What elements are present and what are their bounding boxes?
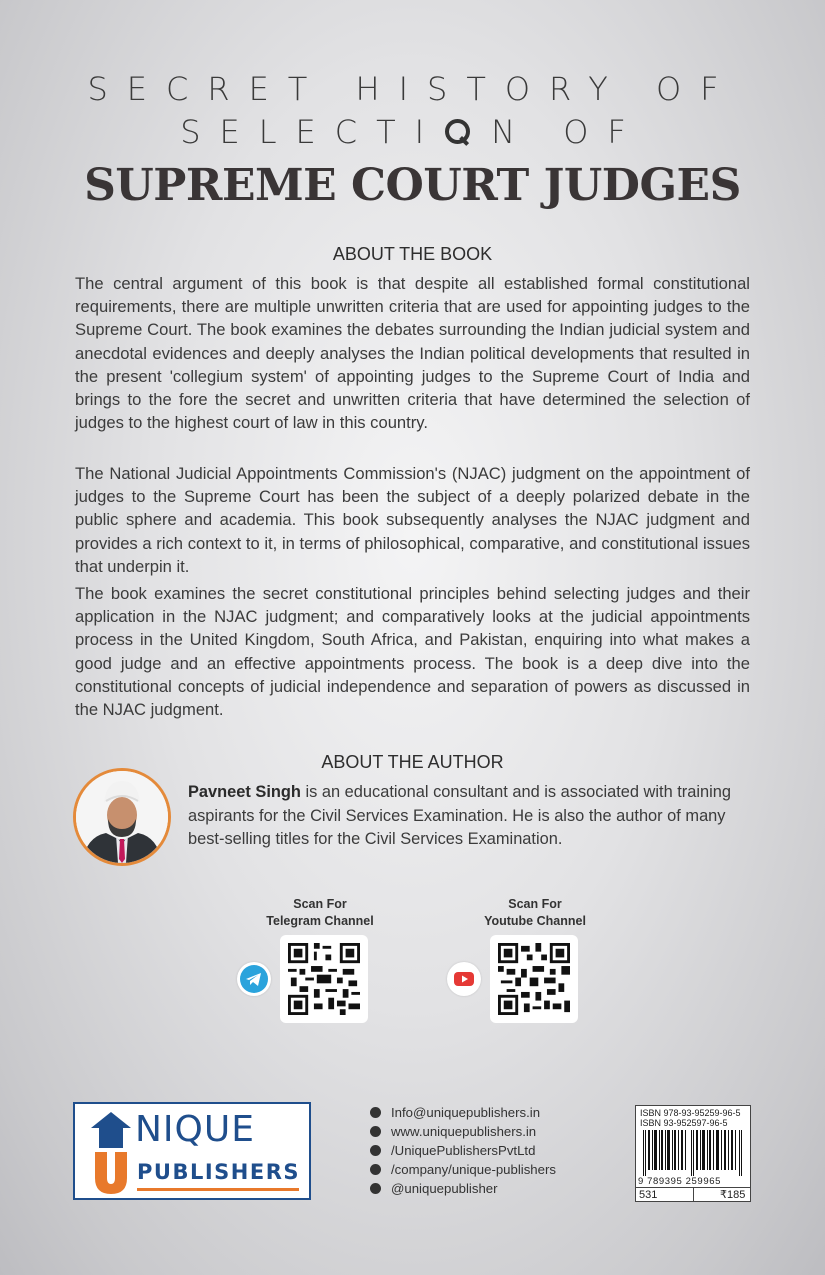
contact-linkedin-text: /company/unique-publishers: [391, 1162, 556, 1177]
publisher-logo: [73, 1102, 311, 1200]
isbn-barcode: [635, 1105, 751, 1202]
barcode-bars: [641, 1130, 747, 1176]
telegram-scan-label-2: Telegram Channel: [266, 914, 374, 928]
about-book-heading: ABOUT THE BOOK: [332, 244, 493, 264]
youtube-qr-svg: [498, 943, 570, 1015]
title-line-1: SECRET HISTORY OF: [87, 70, 738, 108]
barcode-digits: 9 789395 259965: [638, 1176, 721, 1187]
title-line-2-part-1: SELECTI: [180, 113, 444, 151]
author-bio: [188, 781, 753, 852]
barcode-code: 531: [639, 1189, 658, 1201]
web-icon: [370, 1126, 381, 1137]
telegram-qr-code[interactable]: [280, 935, 368, 1023]
email-icon: [370, 1107, 381, 1118]
telegram-icon[interactable]: [237, 962, 271, 996]
title-line-2: [0, 113, 825, 151]
youtube-scan-label-2: Youtube Channel: [484, 914, 586, 928]
publisher-logo-u-icon: [81, 1108, 141, 1196]
author-photo: [73, 768, 171, 866]
about-book-paragraph-2: The National Judicial Appointments Commission's (NJAC) judgment on the appointment of judges to the Supreme Court has been the subject of a deeply polarized debate in the public sphere and academia. This book subsequently analyses the NJAC judgment and provides a rich context to it, in terms of philosophical, comparative, and constitutional issues that underpin it.: [75, 464, 750, 576]
contact-website-text: www.uniquepublishers.in: [391, 1124, 537, 1139]
linkedin-icon: [370, 1164, 381, 1175]
youtube-scan-label-1: Scan For: [508, 897, 562, 911]
title-line-2-part-2: N OF: [491, 113, 645, 151]
youtube-scan-label: [465, 896, 605, 930]
price: ₹185: [720, 1189, 746, 1201]
author-name: Pavneet Singh: [188, 783, 301, 801]
about-book-paragraph-1: The central argument of this book is that despite all established formal constitutional requirements, there are multiple unwritten criteria that are used for appointing judges to the Supreme Court. The book examines the debates surrounding the Indian judicial system and anecdotal evidences and deeply analyses the Indian political developments that resulted in the present 'collegium system' of appointing judges to the Supreme Court of India and brings to the fore the secret and unwritten criteria that have determined the selection of judges to the highest court of law in this country.: [75, 274, 750, 433]
about-author-heading: ABOUT THE AUTHOR: [321, 752, 504, 772]
author-bio-text: is an educational consultant and is associated with training aspirants for the Civil Services Examination. He is also the author of many best-selling titles for the Civil Services Examination.: [188, 783, 732, 848]
youtube-qr-code[interactable]: [490, 935, 578, 1023]
isbn-10: ISBN 93-952597-96-5: [640, 1118, 728, 1128]
publisher-logo-name: NIQUE: [135, 1109, 255, 1150]
publisher-logo-subtitle: PUBLISHERS: [137, 1160, 300, 1184]
barcode-cell-divider: [693, 1188, 694, 1202]
magnifier-icon: [445, 119, 471, 145]
telegram-qr-svg: [288, 943, 360, 1015]
youtube-icon[interactable]: [447, 962, 481, 996]
twitter-icon: [370, 1183, 381, 1194]
contact-facebook-text: /UniquePublishersPvtLtd: [391, 1143, 536, 1158]
title-main: SUPREME COURT JUDGES: [84, 160, 741, 211]
contact-email-text: Info@uniquepublishers.in: [391, 1105, 541, 1120]
telegram-scan-label-1: Scan For: [293, 897, 347, 911]
isbn-13: ISBN 978-93-95259-96-5: [640, 1108, 741, 1118]
facebook-icon: [370, 1145, 381, 1156]
about-book-paragraph-3: The book examines the secret constitutional principles behind selecting judges and their application in the NJAC judgment; and comparatively looks at the judicial appointments process in the United Kingdom, South Africa, and Pakistan, enquiring into what makes a good judge and an effective appointments process. The book is a deep dive into the constitutional concepts of judicial independence and separation of powers as discussed in the NJAC judgment.: [75, 584, 750, 720]
contact-twitter-text: @uniquepublisher: [391, 1181, 498, 1196]
publisher-logo-underline: [137, 1188, 299, 1191]
telegram-scan-label: [250, 896, 390, 930]
